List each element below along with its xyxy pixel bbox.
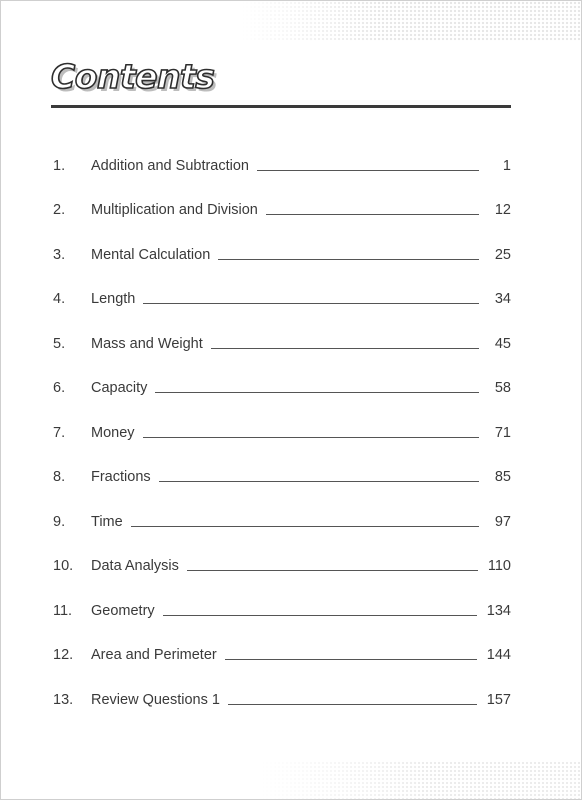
toc-entry-page: 71 <box>494 424 511 441</box>
toc-leader-line <box>211 348 479 349</box>
decorative-texture-top <box>241 1 582 41</box>
heading-underline <box>51 105 511 108</box>
page-title: Contents <box>51 57 215 96</box>
toc-entry <box>53 309 511 354</box>
toc-entry <box>53 176 511 221</box>
decorative-texture-bottom <box>261 761 582 800</box>
toc-leader-line <box>225 659 477 660</box>
toc-leader-line <box>218 259 479 260</box>
toc-entry-number: 4. <box>53 291 66 307</box>
toc-entry-title: Length <box>91 291 136 307</box>
toc-entry-title: Addition and Subtraction <box>91 157 249 174</box>
toc-entry-page: 97 <box>494 513 511 530</box>
toc-entry-page: 25 <box>494 246 511 263</box>
toc-entry <box>53 220 511 265</box>
toc-entry-number: 12. <box>53 647 74 663</box>
toc-entry-page: 134 <box>486 602 511 619</box>
toc-entry-page: 157 <box>486 691 511 708</box>
toc-entry-title: Mass and Weight <box>91 335 203 352</box>
toc-entry-title: Capacity <box>91 380 148 396</box>
toc-leader-line <box>155 392 479 393</box>
toc-entry-number: 8. <box>53 469 66 485</box>
toc-entry <box>53 398 511 443</box>
toc-entry-number: 1. <box>53 157 66 174</box>
toc-entry-title: Money <box>91 424 135 441</box>
toc-entry <box>53 665 511 710</box>
toc-entry-title: Geometry <box>91 602 155 619</box>
toc-entry <box>53 487 511 532</box>
toc-entry-number: 5. <box>53 335 66 352</box>
toc-leader-line <box>163 615 477 616</box>
toc-entry-number: 10. <box>53 558 74 574</box>
toc-entry-title: Multiplication and Division <box>91 202 258 218</box>
toc-entry-number: 6. <box>53 380 66 396</box>
toc-entry-page: 12 <box>494 202 511 218</box>
toc-entry-number: 13. <box>53 691 74 708</box>
toc-leader-line <box>228 704 477 705</box>
toc-entry-number: 9. <box>53 513 66 530</box>
toc-entry-number: 2. <box>53 202 66 218</box>
toc-entry <box>53 532 511 577</box>
toc-entry-title: Review Questions 1 <box>91 691 220 708</box>
toc-entry-title: Time <box>91 513 123 530</box>
toc-leader-line <box>266 214 479 215</box>
toc-entry-title: Area and Perimeter <box>91 647 217 663</box>
toc-leader-line <box>187 570 478 571</box>
contents-heading-block <box>51 57 511 113</box>
toc-entry-page: 1 <box>502 157 511 174</box>
toc-entry <box>53 265 511 310</box>
toc-leader-line <box>131 526 479 527</box>
toc-entry-page: 85 <box>494 469 511 485</box>
toc-entry-number: 3. <box>53 246 66 263</box>
toc-entry-title: Data Analysis <box>91 558 179 574</box>
toc-entry-title: Mental Calculation <box>91 246 211 263</box>
toc-entry <box>53 576 511 621</box>
toc-entry-number: 7. <box>53 424 66 441</box>
table-of-contents <box>53 131 511 710</box>
toc-entry-page: 144 <box>486 647 511 663</box>
toc-leader-line <box>143 303 479 304</box>
toc-entry-page: 58 <box>494 380 511 396</box>
toc-leader-line <box>143 437 479 438</box>
toc-entry <box>53 443 511 488</box>
toc-leader-line <box>257 170 479 171</box>
toc-entry-number: 11. <box>53 602 73 619</box>
toc-entry-page: 45 <box>494 335 511 352</box>
toc-entry <box>53 131 511 176</box>
toc-entry <box>53 621 511 666</box>
toc-entry <box>53 354 511 399</box>
toc-entry-page: 110 <box>487 558 511 574</box>
toc-entry-page: 34 <box>494 291 511 307</box>
toc-leader-line <box>159 481 479 482</box>
toc-entry-title: Fractions <box>91 469 151 485</box>
